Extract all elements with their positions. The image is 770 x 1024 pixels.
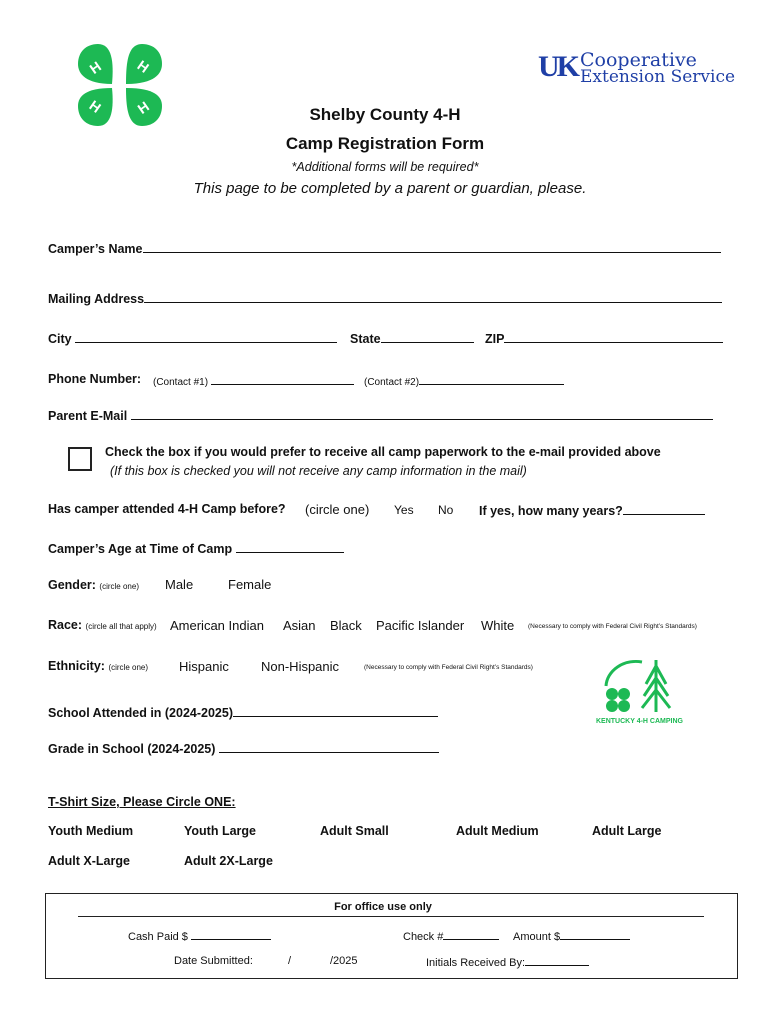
- cash-paid-label: Cash Paid $: [128, 931, 188, 943]
- race-option-asian[interactable]: Asian: [283, 618, 316, 633]
- tshirt-adult-x-large[interactable]: Adult X-Large: [48, 854, 130, 868]
- check-number-label: Check #: [403, 931, 444, 943]
- race-label: Race: (circle all that apply): [48, 618, 157, 632]
- state-label: State: [350, 332, 381, 346]
- initials-label: Initials Received By:: [426, 957, 526, 969]
- tshirt-adult-large[interactable]: Adult Large: [592, 824, 662, 838]
- age-field[interactable]: [48, 540, 344, 556]
- grade-field[interactable]: [48, 740, 439, 756]
- contact1-field[interactable]: [153, 374, 354, 388]
- svg-text:H: H: [134, 57, 152, 76]
- attended-question: Has camper attended 4-H Camp before?: [48, 502, 286, 516]
- contact1-label: (Contact #1): [153, 377, 209, 388]
- attended-yes-option[interactable]: Yes: [394, 503, 414, 517]
- additional-forms-note: *Additional forms will be required*: [291, 160, 479, 174]
- date-year[interactable]: /2025: [330, 955, 358, 967]
- tshirt-youth-medium[interactable]: Youth Medium: [48, 824, 134, 838]
- parent-email-label: Parent E-Mail: [48, 409, 128, 423]
- race-circle-note: (circle all that apply): [85, 622, 157, 631]
- amount-label: Amount $: [513, 931, 561, 943]
- page-title: Shelby County 4-H: [309, 105, 461, 124]
- attended-no-option[interactable]: No: [438, 503, 454, 517]
- ethnicity-standards-note: (Necessary to comply with Federal Civil Right’s Standards): [364, 664, 533, 671]
- check-number-field[interactable]: [403, 929, 499, 943]
- tshirt-youth-large[interactable]: Youth Large: [184, 824, 256, 838]
- svg-text:H: H: [86, 58, 104, 77]
- page-subtitle: Camp Registration Form: [285, 134, 485, 153]
- parent-email-field[interactable]: [48, 407, 713, 423]
- contact2-field[interactable]: [364, 374, 564, 388]
- zip-field[interactable]: [485, 330, 723, 346]
- instruction-text: This page to be completed by a parent or guardian, please.: [193, 180, 587, 197]
- date-submitted-label: Date Submitted:: [174, 955, 253, 967]
- ethnicity-option-hispanic[interactable]: Hispanic: [179, 659, 229, 674]
- cash-paid-field[interactable]: [128, 929, 271, 943]
- tshirt-heading: T-Shirt Size, Please Circle ONE:: [48, 795, 236, 809]
- school-label: School Attended in (2024-2025): [48, 706, 233, 720]
- uk-line2: Extension Service: [580, 67, 736, 87]
- city-field[interactable]: [48, 330, 337, 346]
- checkbox-label: Check the box if you would prefer to receive all camp paperwork to the e-mail provided above: [105, 445, 661, 459]
- kentucky-camping-logo: [598, 656, 688, 718]
- zip-label: ZIP: [485, 332, 505, 346]
- svg-text:H: H: [86, 97, 104, 116]
- age-label: Camper’s Age at Time of Camp: [48, 542, 233, 556]
- mailing-address-field[interactable]: [48, 290, 722, 306]
- svg-text:H: H: [134, 98, 152, 117]
- checkbox-note: (If this box is checked you will not receive any camp information in the mail): [110, 464, 527, 478]
- ethnicity-label: Ethnicity: (circle one): [48, 659, 149, 673]
- ethnicity-circle-note: (circle one): [108, 663, 149, 672]
- uk-line1: Cooperative: [580, 49, 697, 71]
- tshirt-adult-2x-large[interactable]: Adult 2X-Large: [184, 854, 273, 868]
- race-option-black[interactable]: Black: [330, 618, 362, 633]
- gender-option-male[interactable]: Male: [165, 577, 194, 592]
- race-option-american-indian[interactable]: American Indian: [170, 618, 264, 633]
- initials-field[interactable]: [426, 955, 589, 969]
- race-option-pacific-islander[interactable]: Pacific Islander: [376, 618, 465, 633]
- mailing-address-label: Mailing Address: [48, 292, 145, 306]
- office-heading-rule: [78, 916, 704, 917]
- ethnicity-option-non-hispanic[interactable]: Non-Hispanic: [261, 659, 340, 674]
- contact2-label: (Contact #2): [364, 377, 420, 388]
- years-field[interactable]: [479, 502, 705, 518]
- phone-label: Phone Number:: [48, 372, 142, 386]
- uk-mark: UK: [538, 50, 577, 83]
- amount-field[interactable]: [513, 929, 630, 943]
- gender-option-female[interactable]: Female: [228, 577, 272, 592]
- attended-circle-note: (circle one): [305, 502, 370, 517]
- race-option-white[interactable]: White: [481, 618, 515, 633]
- grade-label: Grade in School (2024-2025): [48, 742, 216, 756]
- campers-name-label: Camper’s Name: [48, 242, 143, 256]
- tshirt-adult-small[interactable]: Adult Small: [320, 824, 389, 838]
- state-field[interactable]: [350, 330, 474, 346]
- race-standards-note: (Necessary to comply with Federal Civil Right’s Standards): [528, 623, 697, 630]
- email-preference-checkbox[interactable]: [68, 447, 92, 471]
- date-slash: /: [288, 955, 292, 967]
- gender-circle-note: (circle one): [99, 582, 139, 591]
- office-use-box: [45, 893, 738, 979]
- city-label: City: [48, 332, 72, 346]
- tshirt-adult-medium[interactable]: Adult Medium: [456, 824, 539, 838]
- years-label: If yes, how many years?: [479, 504, 623, 518]
- campers-name-field[interactable]: [48, 240, 721, 256]
- kentucky-camping-text: KENTUCKY 4-H CAMPING: [596, 718, 683, 725]
- gender-label: Gender: (circle one): [48, 578, 139, 592]
- school-field[interactable]: [48, 704, 438, 720]
- office-heading: For office use only: [334, 901, 432, 913]
